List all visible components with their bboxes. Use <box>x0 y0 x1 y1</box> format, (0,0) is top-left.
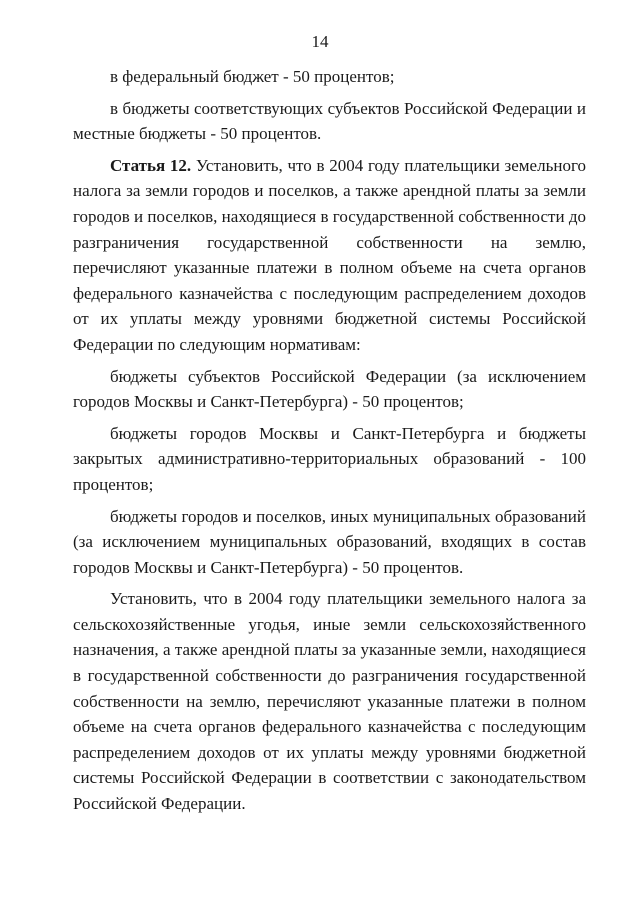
paragraph-article-12 <box>73 153 586 358</box>
paragraph-text: бюджеты субъектов Российской Федерации (за исключением городов Москвы и Санкт-Петербурга) - 50 процентов; <box>73 366 586 412</box>
paragraph-agricultural-land-tax <box>73 586 586 816</box>
paragraph-municipal-budgets <box>73 504 586 581</box>
paragraph-text: в федеральный бюджет - 50 процентов; <box>110 67 395 86</box>
document-body <box>73 64 586 823</box>
page-number: 14 <box>311 32 329 51</box>
paragraph-text: бюджеты городов и поселков, иных муниципальных образований (за исключением муниципальных образований, входящих в состав городов Москвы и Санкт-Петербурга) - 50 процентов. <box>73 506 586 577</box>
paragraph-federal-budget-share <box>73 64 586 90</box>
paragraph-regional-budgets <box>73 364 586 415</box>
article-heading: Статья 12. <box>110 155 192 175</box>
paragraph-moscow-spb-zato-budgets <box>73 421 586 498</box>
paragraph-text: Установить, что в 2004 году плательщики земельного налога за земли городов и поселков, а также арендной платы за земли городов и поселков, находящиеся в государственной собственности до разграничения государственной собственности на землю, перечисляют указанные платежи в полном объеме на счета органов федерального казначейства с последующим распределением доходов от их уплаты между уровнями бюджетной системы Российской Федерации по следующим нормативам: <box>73 155 586 354</box>
paragraph-text: в бюджеты соответствующих субъектов Российской Федерации и местные бюджеты - 50 процентов. <box>73 98 586 144</box>
paragraph-regional-local-budgets-share <box>73 96 586 147</box>
paragraph-text: Установить, что в 2004 году плательщики земельного налога за сельскохозяйственные угодья, иные земли сельскохозяйственного назначения, а также арендной платы за указанные земли, находящиеся в государственной собственности до разграничения государственной собственности на землю, перечисляют указанные платежи в полном объеме на счета органов федерального казначейства с последующим распределением доходов от их уплаты между уровнями бюджетной системы Российской Федерации в соответствии с законодательством Российской Федерации. <box>73 589 586 814</box>
paragraph-text: бюджеты городов Москвы и Санкт-Петербурга и бюджеты закрытых административно-территориальных образований - 100 процентов; <box>73 423 586 494</box>
